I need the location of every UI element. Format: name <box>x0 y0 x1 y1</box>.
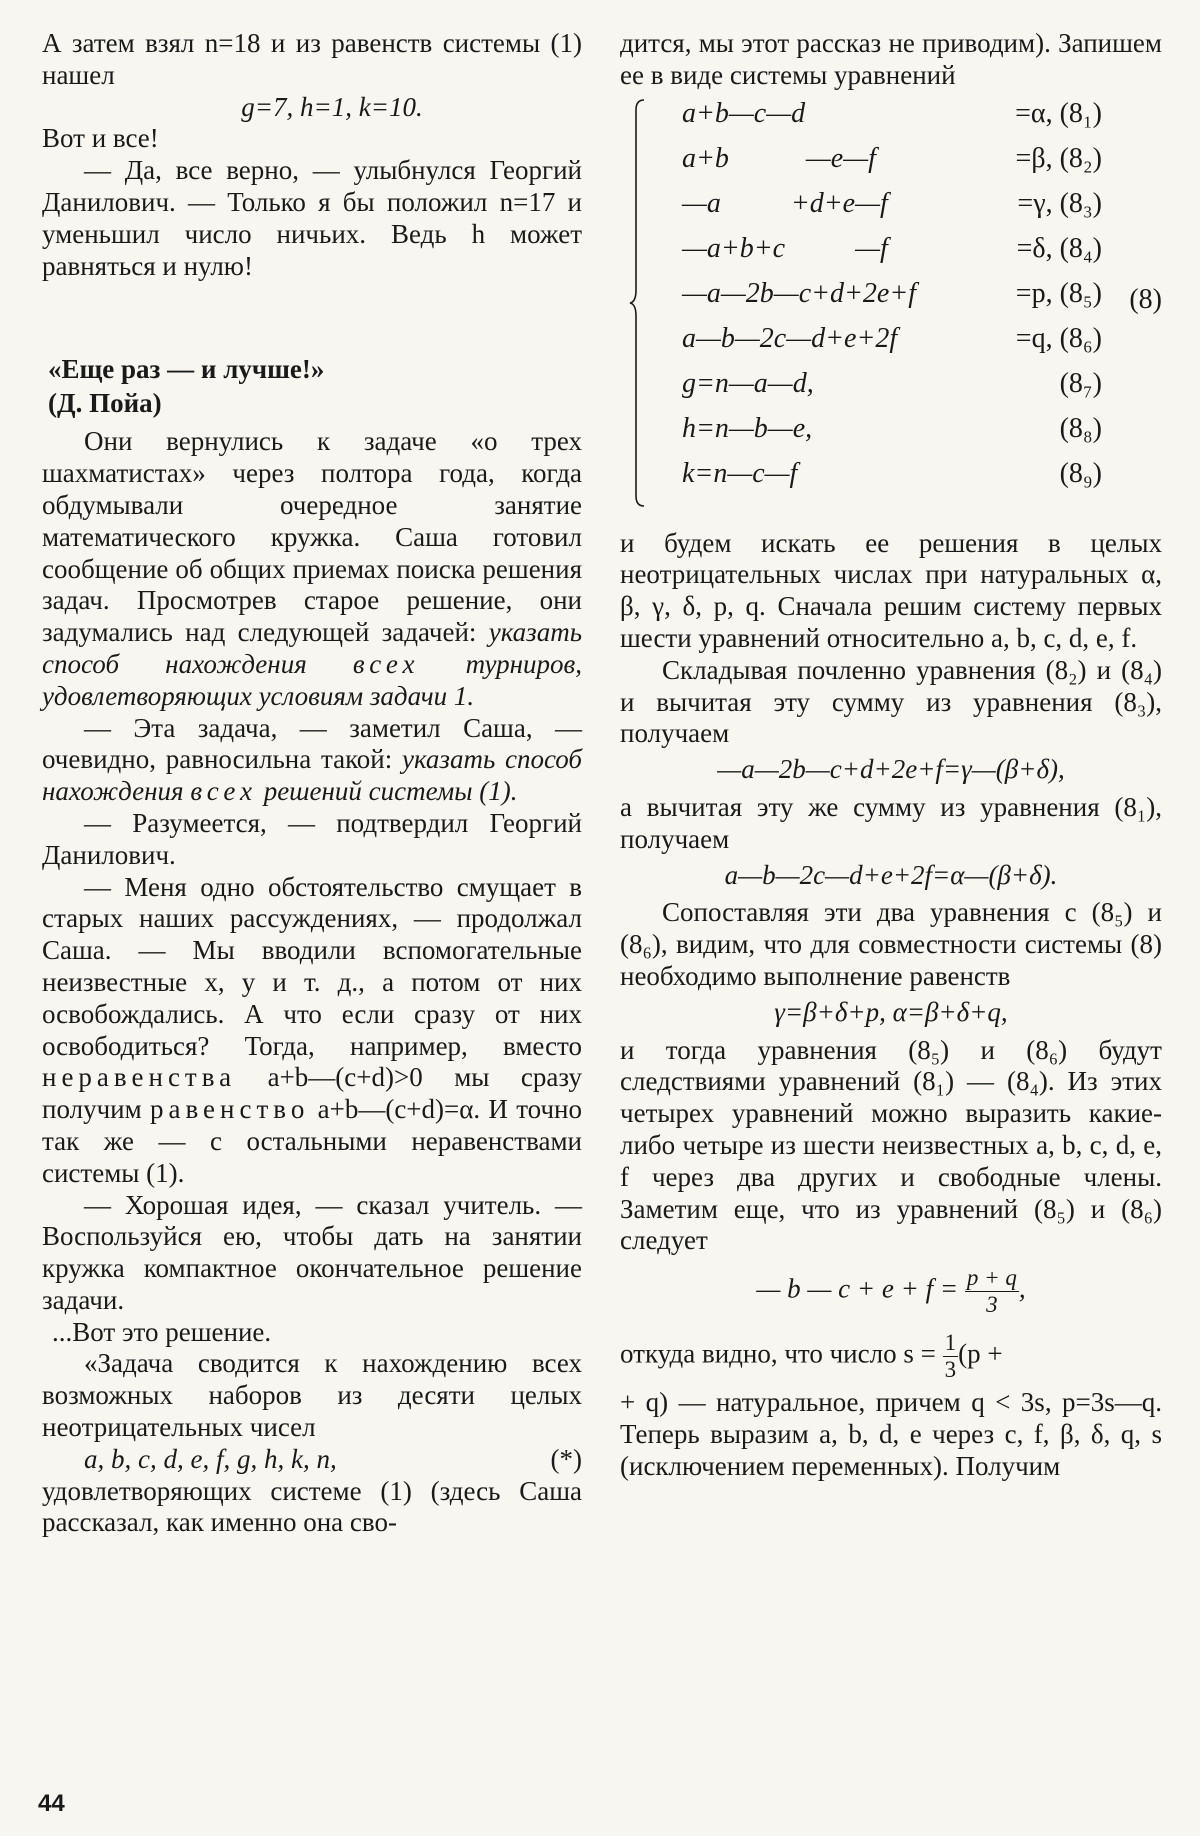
equation-system <box>620 98 1162 518</box>
equation-tag: (*) <box>550 1443 582 1474</box>
paragraph: дится, мы этот рассказ не приводим). Запишем ее в виде системы уравнений <box>620 28 1162 90</box>
paragraph: Они вернулись к задаче «о трех шахматистах» через полтора года, когда обдумывали очередное занятие математического кружка. Саша готовил сообщение об общих приемах поиска решения задач. Просмотрев старое решение, они задумались над следующей задачей: указать способ нахождения всех турниров, удовлетворяющих условиям задачи 1. <box>42 426 582 711</box>
system-row: a+b —e—f =β, (8₂) <box>682 142 1102 174</box>
paragraph: — Меня одно обстоятельство смущает в старых наших рассуждениях, — продолжал Саша. — Мы вводили вспомогательные неизвестные x, y и т. д., а потом от них освобождались. А что если сразу от них освободиться? Тогда, например, вместо неравенства a+b—(c+d)>0 мы сразу получим равенство a+b—(c+d)=α. И точно так же — с остальными неравенствами системы (1). <box>42 871 582 1188</box>
system-row: a+b—c—d =α, (8₁) <box>682 97 1102 129</box>
equation: γ=β+δ+p, α=β+δ+q, <box>774 996 1008 1027</box>
section-heading: «Еще раз — и лучше!» <box>48 354 325 385</box>
system-row: k=n—c—f (8₉) <box>682 457 1102 489</box>
equation: —a—2b—c+d+2e+f=γ—(β+δ), <box>717 754 1065 785</box>
equation: g=7, h=1, k=10. <box>241 91 423 122</box>
system-tag: (8) <box>1129 283 1162 315</box>
left-column <box>42 28 582 1539</box>
system-row: —a+b+c —f =δ, (8₄) <box>682 232 1102 264</box>
paragraph: ...Вот это решение. <box>52 1316 272 1347</box>
paragraph: и будем искать ее решения в целых неотрицательных числах при натуральных α, β, γ, δ, p, q. Сначала решим систему первых шести уравнений относительно a, b, c, d, e, f. <box>620 527 1162 653</box>
section-subheading: (Д. Пойа) <box>48 388 162 419</box>
brace-icon <box>628 98 648 508</box>
paragraph: — Хорошая идея, — сказал учитель. — Воспользуйся ею, чтобы дать на занятии кружка компактное окончательное решение задачи. <box>42 1189 582 1315</box>
paragraph: + q) — натуральное, причем q < 3s, p=3s—q. Теперь выразим a, b, d, e через c, f, β, δ, q, s (исключением переменных). Получим <box>620 1387 1162 1481</box>
paragraph: — Эта задача, — заметил Саша, — очевидно, равносильна такой: указать способ нахождения всех решений системы (1). <box>42 712 582 807</box>
equation: a—b—2c—d+e+2f=α—(β+δ). <box>724 859 1058 890</box>
system-row: g=n—a—d, (8₇) <box>682 367 1102 399</box>
system-row: h=n—b—e, (8₈) <box>682 412 1102 444</box>
paragraph: а вычитая эту же сумму из уравнения (8₁), получаем <box>620 791 1162 854</box>
paragraph: и тогда уравнения (8₅) и (8₆) будут следствиями уравнений (8₁) — (8₄). Из этих четырех уравнений можно выразить какие-либо четыре из шести неизвестных a, b, c, d, e, f через два других и свободные члены. Заметим еще, что из уравнений (8₅) и (8₆) следует <box>620 1034 1162 1256</box>
system-row: a—b—2c—d+e+2f =q, (8₆) <box>682 322 1102 354</box>
equation-fraction: — b — c + e + f = $\frac{p + q}{3}$ , <box>756 1265 1026 1318</box>
equation-row <box>42 1444 582 1476</box>
page-number: 44 <box>38 1790 65 1817</box>
paragraph: откуда видно, что число s = $\frac{1}{3}$ (p + <box>620 1330 1003 1383</box>
right-column <box>620 28 1162 1483</box>
system-row: —a +d+e—f =γ, (8₃) <box>682 187 1102 219</box>
equation: a, b, c, d, e, f, g, h, k, n, <box>84 1443 337 1474</box>
paragraph: удовлетворяющих системе (1) (здесь Саша рассказал, как именно она сво- <box>42 1475 582 1538</box>
fraction: $\frac{1}{3}$ <box>944 1330 957 1383</box>
paragraph: — Да, все верно, — улыбнулся Георгий Данилович. — Только я бы положил n=17 и уменьшил число ничьих. Ведь h может равняться и нулю! <box>42 155 582 281</box>
paragraph: «Задача сводится к нахождению всех возможных наборов из десяти целых неотрицательных чисел <box>42 1348 582 1443</box>
paragraph: Сопоставляя эти два уравнения с (8₅) и (8₆), видим, что для совместности системы (8) необходимо выполнение равенств <box>620 897 1162 991</box>
section-gap <box>42 282 582 352</box>
paragraph: — Разумеется, — подтвердил Георгий Данилович. <box>42 807 582 870</box>
fraction: $\frac{p + q}{3}$ <box>966 1265 1017 1318</box>
paragraph: Складывая почленно уравнения (8₂) и (8₄) и вычитая эту сумму из уравнения (8₃), получаем <box>620 654 1162 749</box>
system-row: —a—2b—c+d+2e+f =p, (8₅) <box>682 277 1102 309</box>
paragraph: Вот и все! <box>42 123 159 154</box>
paragraph: А затем взял n=18 и из равенств системы (1) нашел <box>42 28 582 90</box>
